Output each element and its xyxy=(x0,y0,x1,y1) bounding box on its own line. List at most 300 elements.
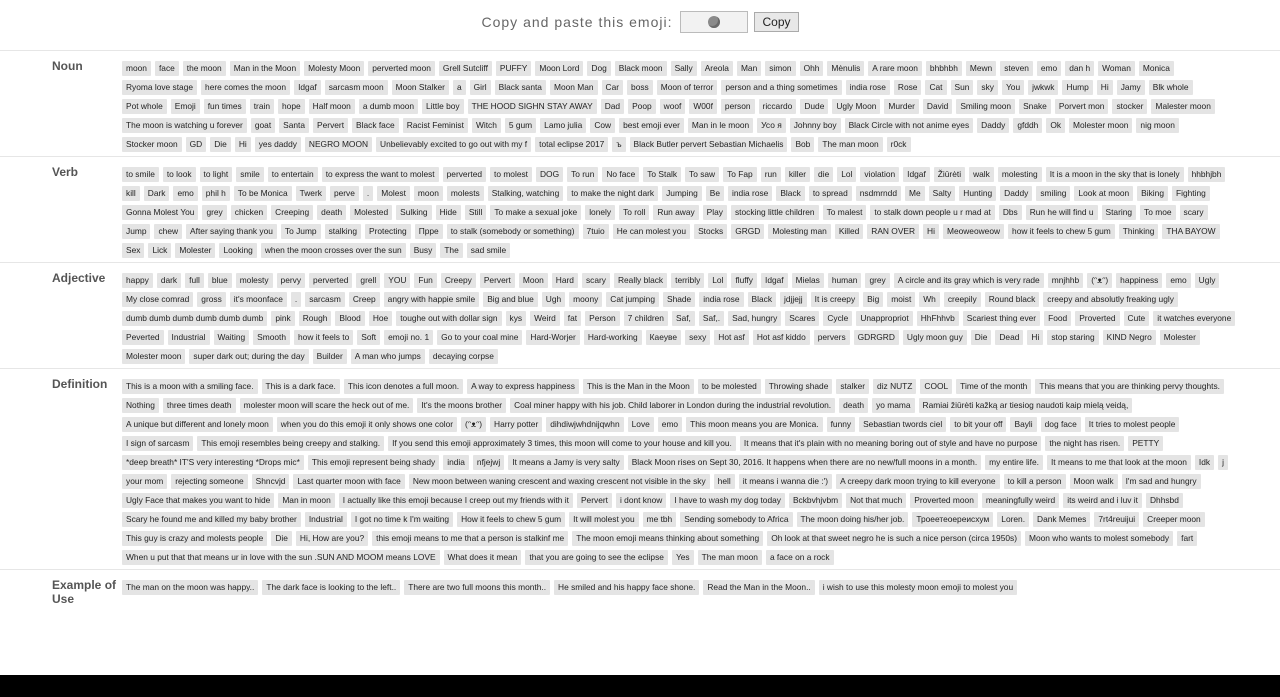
tag-chip[interactable]: PUFFY xyxy=(496,61,531,76)
tag-chip[interactable]: grey xyxy=(865,273,889,288)
tag-chip[interactable]: Sally xyxy=(671,61,697,76)
tag-chip[interactable]: Ugly Moon xyxy=(832,99,880,114)
tag-chip[interactable]: Stalking, watching xyxy=(488,186,564,201)
tag-chip[interactable]: Shade xyxy=(663,292,695,307)
tag-chip[interactable]: Monica xyxy=(1139,61,1174,76)
tag-chip[interactable]: phil h xyxy=(202,186,230,201)
tag-chip[interactable]: fun times xyxy=(204,99,246,114)
tag-chip[interactable]: hhbhjbh xyxy=(1188,167,1226,182)
tag-chip[interactable]: This is the Man in the Moon xyxy=(583,379,694,394)
tag-chip[interactable]: Killed xyxy=(835,224,863,239)
tag-chip[interactable]: Saf, xyxy=(672,311,695,326)
tag-chip[interactable]: to stalk down people u r mad at xyxy=(870,205,994,220)
tag-chip[interactable]: nsdmrndd xyxy=(856,186,901,201)
tag-chip[interactable]: dog face xyxy=(1041,417,1081,432)
tag-chip[interactable]: Lick xyxy=(148,243,171,258)
tag-chip[interactable]: Molester moon xyxy=(1069,118,1132,133)
tag-chip[interactable]: YOU xyxy=(384,273,410,288)
tag-chip[interactable]: Ryoma love stage xyxy=(122,80,197,95)
tag-chip[interactable]: Unappropriot xyxy=(856,311,912,326)
tag-chip[interactable]: perve xyxy=(330,186,359,201)
tag-chip[interactable]: Big and blue xyxy=(483,292,538,307)
tag-chip[interactable]: Moon Stalker xyxy=(392,80,449,95)
tag-chip[interactable]: yes daddy xyxy=(255,137,301,152)
tag-chip[interactable]: simon xyxy=(765,61,795,76)
tag-chip[interactable]: chew xyxy=(154,224,182,239)
tag-chip[interactable]: Sebastian twords ciel xyxy=(859,417,946,432)
tag-chip[interactable]: Mėnulis xyxy=(827,61,864,76)
tag-chip[interactable]: To saw xyxy=(685,167,719,182)
tag-chip[interactable]: . xyxy=(291,292,301,307)
tag-chip[interactable]: Round black xyxy=(985,292,1040,307)
tag-chip[interactable]: Scariest thing ever xyxy=(963,311,1040,326)
tag-chip[interactable]: Ugh xyxy=(542,292,565,307)
tag-chip[interactable]: A creepy dark moon trying to kill everyone xyxy=(836,474,999,489)
tag-chip[interactable]: moony xyxy=(569,292,602,307)
tag-chip[interactable]: Dad xyxy=(601,99,624,114)
tag-chip[interactable]: Person xyxy=(585,311,620,326)
tag-chip[interactable]: diz NUTZ xyxy=(873,379,916,394)
tag-chip[interactable]: Hi xyxy=(1097,80,1113,95)
tag-chip[interactable]: Ugly xyxy=(1195,273,1220,288)
tag-chip[interactable]: Die xyxy=(210,137,231,152)
tag-chip[interactable]: Rose xyxy=(894,80,922,95)
tag-chip[interactable]: RAN OVER xyxy=(867,224,919,239)
tag-chip[interactable]: Play xyxy=(703,205,727,220)
tag-chip[interactable]: I sign of sarcasm xyxy=(122,436,193,451)
tag-chip[interactable]: Black xyxy=(748,292,776,307)
tag-chip[interactable]: New moon between waning crescent and waxing crescent not visible in the sky xyxy=(409,474,710,489)
tag-chip[interactable]: sky xyxy=(977,80,998,95)
tag-chip[interactable]: Oh look at that sweet negro he is such a nice person (circa 1950s) xyxy=(767,531,1021,546)
tag-chip[interactable]: stocker xyxy=(1112,99,1147,114)
tag-chip[interactable]: *deep breath* IT'S very interesting *Drops mic* xyxy=(122,455,304,470)
tag-chip[interactable]: hope xyxy=(278,99,305,114)
tag-chip[interactable]: Cycle xyxy=(823,311,852,326)
tag-chip[interactable]: to light xyxy=(200,167,233,182)
tag-chip[interactable]: It tries to molest people xyxy=(1085,417,1180,432)
tag-chip[interactable]: its weird and i luv it xyxy=(1063,493,1142,508)
tag-chip[interactable]: r0ck xyxy=(887,137,911,152)
tag-chip[interactable]: Dbs xyxy=(999,205,1022,220)
tag-chip[interactable]: Throwing shade xyxy=(765,379,833,394)
tag-chip[interactable]: GRGD xyxy=(731,224,764,239)
tag-chip[interactable]: Industrial xyxy=(305,512,347,527)
tag-chip[interactable]: Murder xyxy=(884,99,919,114)
tag-chip[interactable]: GD xyxy=(186,137,207,152)
tag-chip[interactable]: angry with happie smile xyxy=(384,292,480,307)
tag-chip[interactable]: He smiled and his happy face shone. xyxy=(554,580,699,595)
tag-chip[interactable]: The moon emoji means thinking about something xyxy=(572,531,763,546)
tag-chip[interactable]: 7 children xyxy=(624,311,668,326)
tag-chip[interactable]: The dark face is looking to the left.. xyxy=(262,580,400,595)
tag-chip[interactable]: Moon xyxy=(519,273,548,288)
tag-chip[interactable]: scary xyxy=(582,273,610,288)
tag-chip[interactable]: i wish to use this molesty moon emoji to molest you xyxy=(819,580,1017,595)
tag-chip[interactable]: A way to express happiness xyxy=(467,379,579,394)
tag-chip[interactable]: Not that much xyxy=(846,493,906,508)
tag-chip[interactable]: 7rt4reuijui xyxy=(1094,512,1139,527)
tag-chip[interactable]: Meoweoweow xyxy=(943,224,1004,239)
tag-chip[interactable]: Пpре xyxy=(415,224,443,239)
tag-chip[interactable]: Be xyxy=(706,186,724,201)
tag-chip[interactable]: india rose xyxy=(728,186,772,201)
tag-chip[interactable]: Троеетеоерeисхум xyxy=(912,512,993,527)
tag-chip[interactable]: Pot whole xyxy=(122,99,167,114)
tag-chip[interactable]: a xyxy=(453,80,466,95)
tag-chip[interactable]: THE HOOD SIGHN STAY AWAY xyxy=(468,99,597,114)
tag-chip[interactable]: total eclipse 2017 xyxy=(535,137,608,152)
tag-chip[interactable]: The man moon xyxy=(818,137,882,152)
tag-chip[interactable]: The xyxy=(440,243,462,258)
tag-chip[interactable]: riccardo xyxy=(759,99,797,114)
tag-chip[interactable]: full xyxy=(185,273,204,288)
tag-chip[interactable]: I'm sad and hungry xyxy=(1122,474,1201,489)
tag-chip[interactable]: Scary he found me and killed my baby brother xyxy=(122,512,301,527)
tag-chip[interactable]: Black Butler pervert Sebastian Michaelis xyxy=(630,137,788,152)
tag-chip[interactable]: moist xyxy=(887,292,915,307)
tag-chip[interactable]: Sulking xyxy=(396,205,431,220)
tag-chip[interactable]: Die xyxy=(271,531,292,546)
tag-chip[interactable]: Creeper moon xyxy=(1143,512,1205,527)
tag-chip[interactable]: stop staring xyxy=(1047,330,1098,345)
tag-chip[interactable]: gfddh xyxy=(1013,118,1042,133)
tag-chip[interactable]: dan h xyxy=(1065,61,1094,76)
tag-chip[interactable]: here comes the moon xyxy=(201,80,290,95)
tag-chip[interactable]: It means to me that look at the moon xyxy=(1047,455,1191,470)
tag-chip[interactable]: Run he will find u xyxy=(1026,205,1098,220)
tag-chip[interactable]: the moon xyxy=(183,61,226,76)
tag-chip[interactable]: Soft xyxy=(357,330,380,345)
tag-chip[interactable]: nig moon xyxy=(1136,118,1178,133)
tag-chip[interactable]: Smooth xyxy=(253,330,290,345)
tag-chip[interactable]: Porvert mon xyxy=(1055,99,1109,114)
tag-chip[interactable]: (ᵔᴥᵔ) xyxy=(461,417,486,432)
tag-chip[interactable]: super dark out; during the day xyxy=(189,349,308,364)
tag-chip[interactable]: run xyxy=(761,167,781,182)
tag-chip[interactable]: Hoe xyxy=(369,311,392,326)
tag-chip[interactable]: to entertain xyxy=(268,167,318,182)
tag-chip[interactable]: Man xyxy=(737,61,761,76)
tag-chip[interactable]: grey xyxy=(202,205,226,220)
tag-chip[interactable]: Protecting xyxy=(365,224,411,239)
tag-chip[interactable]: It is creepy xyxy=(811,292,860,307)
tag-chip[interactable]: If you send this emoji approximately 3 times, this moon will come to your house and kill you. xyxy=(388,436,736,451)
tag-chip[interactable]: Peverted xyxy=(122,330,164,345)
tag-chip[interactable]: to bit your off xyxy=(950,417,1006,432)
tag-chip[interactable]: Molester moon xyxy=(122,349,185,364)
tag-chip[interactable]: Stocks xyxy=(694,224,727,239)
tag-chip[interactable]: Looking xyxy=(219,243,256,258)
tag-chip[interactable]: death xyxy=(317,205,346,220)
tag-chip[interactable]: Weird xyxy=(530,311,560,326)
tag-chip[interactable]: Hard-Worjer xyxy=(526,330,579,345)
tag-chip[interactable]: Jumping xyxy=(662,186,702,201)
tag-chip[interactable]: To Jump xyxy=(281,224,321,239)
tag-chip[interactable]: Staring xyxy=(1102,205,1137,220)
tag-chip[interactable]: Hard xyxy=(552,273,578,288)
tag-chip[interactable]: This guy is crazy and molests people xyxy=(122,531,267,546)
tag-chip[interactable]: Scares xyxy=(785,311,819,326)
tag-chip[interactable]: it means i wanna die :') xyxy=(739,474,832,489)
tag-chip[interactable]: Nothing xyxy=(122,398,159,413)
tag-chip[interactable]: Little boy xyxy=(422,99,464,114)
tag-chip[interactable]: Lol xyxy=(708,273,727,288)
tag-chip[interactable]: Malester moon xyxy=(1151,99,1214,114)
tag-chip[interactable]: GDRGRD xyxy=(854,330,899,345)
tag-chip[interactable]: killer xyxy=(785,167,810,182)
tag-chip[interactable]: Car xyxy=(602,80,624,95)
tag-chip[interactable]: Lamo julia xyxy=(540,118,586,133)
tag-chip[interactable]: Sad, hungry xyxy=(728,311,781,326)
tag-chip[interactable]: Sex xyxy=(122,243,144,258)
tag-chip[interactable]: boss xyxy=(627,80,653,95)
tag-chip[interactable]: COOL xyxy=(920,379,952,394)
tag-chip[interactable]: Gonna Molest You xyxy=(122,205,198,220)
tag-chip[interactable]: Creep xyxy=(349,292,380,307)
tag-chip[interactable]: nfjejwj xyxy=(473,455,504,470)
tag-chip[interactable]: To be Monica xyxy=(234,186,292,201)
tag-chip[interactable]: Black Circle with not anime eyes xyxy=(845,118,974,133)
tag-chip[interactable]: Twerk xyxy=(296,186,326,201)
tag-chip[interactable]: It means that it's plain with no meaning boring out of style and have no purpose xyxy=(740,436,1042,451)
tag-chip[interactable]: Yes xyxy=(672,550,694,565)
tag-chip[interactable]: I got no time k I'm waiting xyxy=(351,512,453,527)
tag-chip[interactable]: Dog xyxy=(587,61,610,76)
tag-chip[interactable]: woof xyxy=(660,99,686,114)
tag-chip[interactable]: when you do this emoji it only shows one color xyxy=(277,417,457,432)
tag-chip[interactable]: Coal miner happy with his job. Child laborer in London during the industrial revolution. xyxy=(510,398,835,413)
tag-chip[interactable]: pink xyxy=(271,311,294,326)
tag-chip[interactable]: Thinking xyxy=(1119,224,1159,239)
tag-chip[interactable]: To make a sexual joke xyxy=(490,205,581,220)
tag-chip[interactable]: that you are going to see the eclipse xyxy=(525,550,668,565)
tag-chip[interactable]: It's the moons brother xyxy=(417,398,506,413)
tag-chip[interactable]: Moon walk xyxy=(1070,474,1118,489)
tag-chip[interactable]: face xyxy=(155,61,179,76)
tag-chip[interactable]: fluffy xyxy=(731,273,757,288)
tag-chip[interactable]: Last quarter moon with face xyxy=(293,474,404,489)
tag-chip[interactable]: smiling xyxy=(1036,186,1070,201)
tag-chip[interactable]: Man in the Moon xyxy=(230,61,300,76)
tag-chip[interactable]: There are two full moons this month.. xyxy=(404,580,550,595)
tag-chip[interactable]: Stocker moon xyxy=(122,137,182,152)
tag-chip[interactable]: Salty xyxy=(929,186,956,201)
tag-chip[interactable]: Saf,. xyxy=(699,311,724,326)
tag-chip[interactable]: The man on the moon was happy.. xyxy=(122,580,258,595)
tag-chip[interactable]: stocking little children xyxy=(731,205,819,220)
tag-chip[interactable]: Cow xyxy=(590,118,615,133)
tag-chip[interactable]: toughe out with dollar sign xyxy=(396,311,501,326)
tag-chip[interactable]: to express the want to molest xyxy=(322,167,439,182)
tag-chip[interactable]: fart xyxy=(1177,531,1197,546)
tag-chip[interactable]: Creeping xyxy=(271,205,313,220)
tag-chip[interactable]: Emoji xyxy=(171,99,200,114)
tag-chip[interactable]: Busy xyxy=(410,243,437,258)
tag-chip[interactable]: Bayli xyxy=(1010,417,1036,432)
tag-chip[interactable]: This emoji represent being shady xyxy=(308,455,439,470)
tag-chip[interactable]: Idgaf xyxy=(761,273,788,288)
tag-chip[interactable]: Dead xyxy=(995,330,1023,345)
tag-chip[interactable]: blue xyxy=(208,273,232,288)
tag-chip[interactable]: Proverted moon xyxy=(910,493,978,508)
tag-chip[interactable]: 7tuio xyxy=(583,224,609,239)
tag-chip[interactable]: Food xyxy=(1044,311,1071,326)
tag-chip[interactable]: i dont know xyxy=(616,493,666,508)
tag-chip[interactable]: fat xyxy=(564,311,581,326)
tag-chip[interactable]: Big xyxy=(863,292,883,307)
tag-chip[interactable]: molesting xyxy=(998,167,1042,182)
tag-chip[interactable]: to make the night dark xyxy=(567,186,658,201)
tag-chip[interactable]: Still xyxy=(465,205,487,220)
tag-chip[interactable]: Ramiai žiūrėti kažką ar tiesiog naudoti kaip mielą veidą, xyxy=(919,398,1133,413)
tag-chip[interactable]: Molesty Moon xyxy=(304,61,364,76)
tag-chip[interactable]: Daddy xyxy=(1000,186,1032,201)
tag-chip[interactable]: Ohh xyxy=(800,61,824,76)
tag-chip[interactable]: Hot asf kiddo xyxy=(753,330,810,345)
tag-chip[interactable]: dumb dumb dumb dumb dumb dumb xyxy=(122,311,267,326)
tag-chip[interactable]: Pervert xyxy=(480,273,515,288)
tag-chip[interactable]: Molester xyxy=(175,243,215,258)
tag-chip[interactable]: sarcasm moon xyxy=(325,80,388,95)
tag-chip[interactable]: Harry potter xyxy=(490,417,542,432)
tag-chip[interactable]: Ok xyxy=(1046,118,1065,133)
tag-chip[interactable]: It is a moon in the sky that is lonely xyxy=(1046,167,1184,182)
tag-chip[interactable]: Black xyxy=(776,186,804,201)
tag-chip[interactable]: bhbhbh xyxy=(926,61,962,76)
tag-chip[interactable]: funny xyxy=(827,417,856,432)
tag-chip[interactable]: india rose xyxy=(699,292,743,307)
tag-chip[interactable]: Black face xyxy=(352,118,399,133)
tag-chip[interactable]: Idgaf xyxy=(903,167,930,182)
tag-chip[interactable]: Girl xyxy=(470,80,491,95)
tag-chip[interactable]: Man in le moon xyxy=(688,118,753,133)
tag-chip[interactable]: Creepy xyxy=(441,273,476,288)
tag-chip[interactable]: Mielas xyxy=(792,273,824,288)
tag-chip[interactable]: Daddy xyxy=(977,118,1009,133)
tag-chip[interactable]: This icon denotes a full moon. xyxy=(344,379,463,394)
tag-chip[interactable]: Woman xyxy=(1098,61,1135,76)
tag-chip[interactable]: Cat jumping xyxy=(606,292,659,307)
tag-chip[interactable]: HhFhhvb xyxy=(917,311,959,326)
tag-chip[interactable]: Ugly moon guy xyxy=(903,330,967,345)
tag-chip[interactable]: chicken xyxy=(231,205,267,220)
tag-chip[interactable]: No face xyxy=(602,167,639,182)
tag-chip[interactable]: a dumb moon xyxy=(359,99,418,114)
tag-chip[interactable]: Wh xyxy=(919,292,940,307)
tag-chip[interactable]: person and a thing sometimes xyxy=(721,80,841,95)
tag-chip[interactable]: ъ xyxy=(612,137,625,152)
tag-chip[interactable]: Hard-working xyxy=(584,330,642,345)
tag-chip[interactable]: creepily xyxy=(944,292,981,307)
tag-chip[interactable]: Mewn xyxy=(966,61,996,76)
tag-chip[interactable]: Shncvjd xyxy=(252,474,290,489)
tag-chip[interactable]: goat xyxy=(251,118,275,133)
tag-chip[interactable]: Die xyxy=(971,330,992,345)
tag-chip[interactable]: to stalk (somebody or something) xyxy=(447,224,579,239)
copy-button[interactable]: Copy xyxy=(754,12,798,32)
tag-chip[interactable]: scary xyxy=(1180,205,1208,220)
tag-chip[interactable]: Time of the month xyxy=(956,379,1031,394)
tag-chip[interactable]: Bckbvhjvbm xyxy=(789,493,842,508)
tag-chip[interactable]: india rose xyxy=(846,80,890,95)
tag-chip[interactable]: yo mama xyxy=(872,398,914,413)
tag-chip[interactable]: Dude xyxy=(800,99,828,114)
tag-chip[interactable]: it's moonface xyxy=(230,292,287,307)
tag-chip[interactable]: death xyxy=(839,398,868,413)
tag-chip[interactable]: It will molest you xyxy=(569,512,638,527)
tag-chip[interactable]: To malest xyxy=(823,205,867,220)
tag-chip[interactable]: After saying thank you xyxy=(186,224,277,239)
tag-chip[interactable]: Witch xyxy=(472,118,501,133)
tag-chip[interactable]: Really black xyxy=(614,273,667,288)
tag-chip[interactable]: To Stalk xyxy=(643,167,681,182)
tag-chip[interactable]: To roll xyxy=(619,205,649,220)
tag-chip[interactable]: when the moon crosses over the sun xyxy=(261,243,406,258)
tag-chip[interactable]: DOG xyxy=(536,167,563,182)
tag-chip[interactable]: Smiling moon xyxy=(956,99,1015,114)
tag-chip[interactable]: die xyxy=(814,167,833,182)
tag-chip[interactable]: Žiūrėti xyxy=(934,167,965,182)
tag-chip[interactable]: Hi xyxy=(1027,330,1043,345)
tag-chip[interactable]: Molest xyxy=(377,186,410,201)
tag-chip[interactable]: pervy xyxy=(277,273,305,288)
tag-chip[interactable]: Hot asf xyxy=(714,330,749,345)
tag-chip[interactable]: Look at moon xyxy=(1074,186,1133,201)
tag-chip[interactable]: Santa xyxy=(279,118,309,133)
tag-chip[interactable]: Moon who wants to molest somebody xyxy=(1025,531,1173,546)
tag-chip[interactable]: stalker xyxy=(836,379,869,394)
tag-chip[interactable]: A circle and its gray which is very rade xyxy=(894,273,1044,288)
tag-chip[interactable]: Hunting xyxy=(959,186,996,201)
tag-chip[interactable]: Fighting xyxy=(1172,186,1210,201)
tag-chip[interactable]: jdjjejj xyxy=(780,292,807,307)
tag-chip[interactable]: happiness xyxy=(1116,273,1162,288)
tag-chip[interactable]: Moon of terror xyxy=(657,80,718,95)
tag-chip[interactable]: to look xyxy=(163,167,196,182)
tag-chip[interactable]: You xyxy=(1002,80,1024,95)
tag-chip[interactable]: pervers xyxy=(814,330,850,345)
tag-chip[interactable]: this emoji means to me that a person is stalkinf me xyxy=(372,531,568,546)
tag-chip[interactable]: My close comrad xyxy=(122,292,193,307)
tag-chip[interactable]: walk xyxy=(969,167,994,182)
tag-chip[interactable]: emo xyxy=(658,417,682,432)
tag-chip[interactable]: Hi xyxy=(923,224,939,239)
tag-chip[interactable]: Cat xyxy=(925,80,946,95)
tag-chip[interactable]: 5 gum xyxy=(505,118,536,133)
tag-chip[interactable]: Waiting xyxy=(214,330,250,345)
tag-chip[interactable]: Rough xyxy=(299,311,332,326)
tag-chip[interactable]: best emoji ever xyxy=(619,118,684,133)
emoji-field[interactable] xyxy=(680,11,748,33)
tag-chip[interactable]: kys xyxy=(506,311,527,326)
tag-chip[interactable]: It means a Jamy is very salty xyxy=(508,455,624,470)
tag-chip[interactable]: Jump xyxy=(122,224,150,239)
tag-chip[interactable]: He can molest you xyxy=(613,224,690,239)
tag-chip[interactable]: Каeуве xyxy=(646,330,681,345)
tag-chip[interactable]: smile xyxy=(236,167,264,182)
tag-chip[interactable]: a face on a rock xyxy=(766,550,834,565)
tag-chip[interactable]: to smile xyxy=(122,167,159,182)
tag-chip[interactable]: Ugly Face that makes you want to hide xyxy=(122,493,274,508)
tag-chip[interactable]: (ᵔᴥᵔ) xyxy=(1087,273,1112,288)
tag-chip[interactable]: Hi xyxy=(235,137,251,152)
tag-chip[interactable]: Me xyxy=(905,186,925,201)
tag-chip[interactable]: Molested xyxy=(350,205,392,220)
tag-chip[interactable]: Molesting man xyxy=(768,224,830,239)
tag-chip[interactable]: Builder xyxy=(313,349,347,364)
tag-chip[interactable]: rejecting someone xyxy=(171,474,247,489)
